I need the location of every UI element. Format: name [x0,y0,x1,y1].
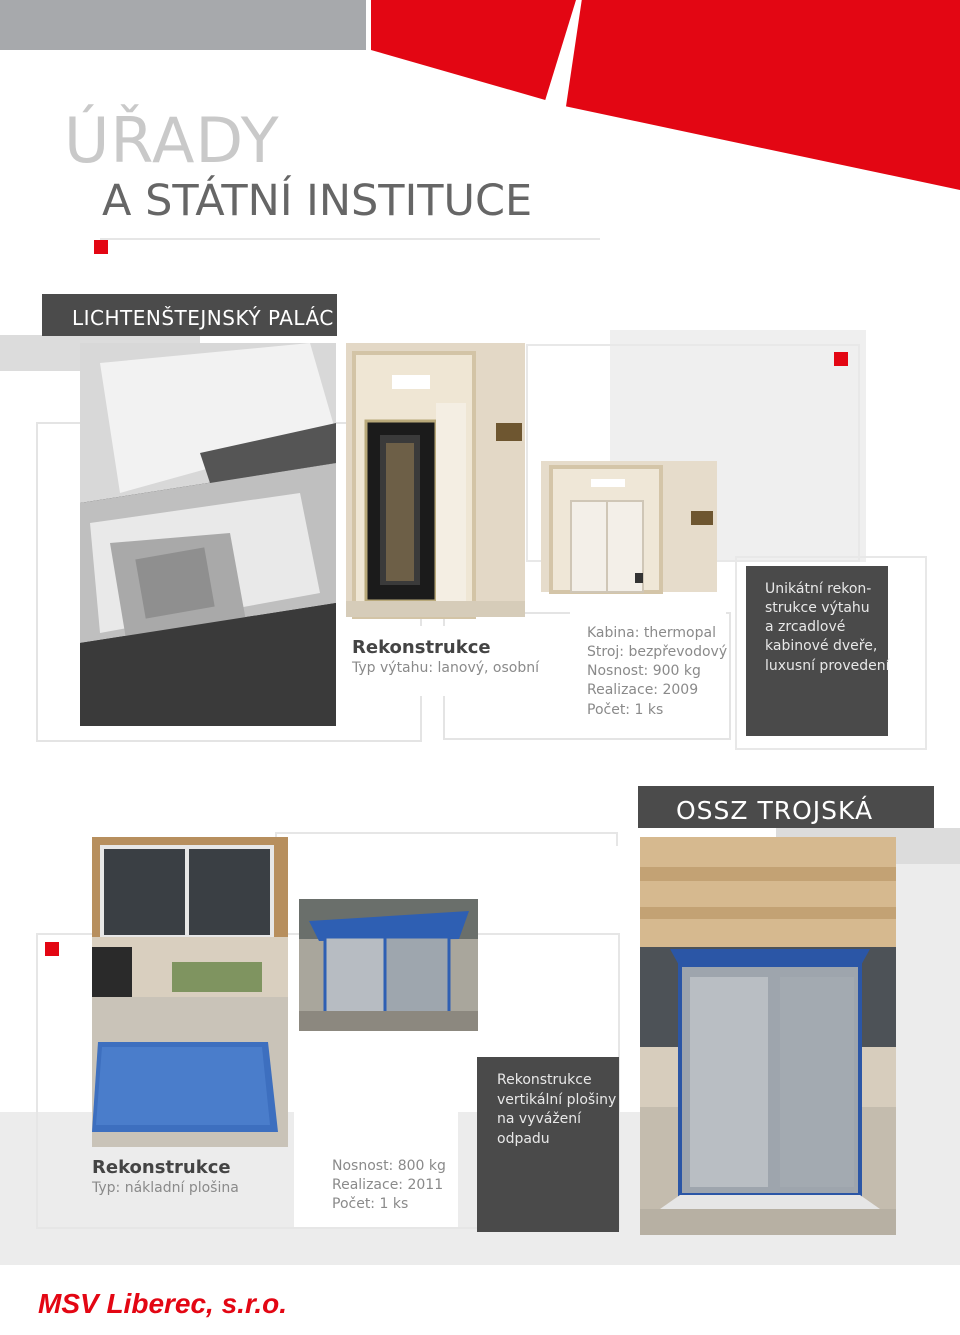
section2-note-line1: Rekonstrukce [497,1072,592,1088]
section2-spec-count: Počet: 1 ks [332,1196,409,1212]
section1-spec-cabin: Kabina: thermopal [587,625,716,641]
section1-spec-capacity: Nosnost: 900 kg [587,663,701,679]
section1-note-line5: luxusní provedení [765,658,890,674]
section2-header [638,786,934,828]
section1-spec-count: Počet: 1 ks [587,702,664,718]
red-square-marker-2 [834,352,848,366]
photo-elevator-door-open [346,343,525,617]
top-red-stripe-right [566,0,960,190]
company-logo [38,1283,287,1323]
section1-title: LICHTENŠTEJNSKÝ PALÁC [72,306,334,330]
top-red-stripe-left [371,0,576,100]
photo-elevator-door-closed [541,461,717,592]
section2-note-line3: na vyvážení [497,1111,582,1127]
section2-type-heading: Rekonstrukce [92,1157,231,1178]
title-divider [100,238,600,240]
section2-type-text: Typ: nákladní plošina [92,1180,239,1196]
section2-spec-capacity: Nosnost: 800 kg [332,1158,446,1174]
section2-spec-year: Realizace: 2011 [332,1177,444,1193]
section1-note-line3: a zrcadlové [765,619,846,635]
section2-note-line4: odpadu [497,1131,550,1147]
red-square-marker [94,240,108,254]
section1-note-line2: strukce výtahu [765,600,870,616]
section2-note-line2: vertikální plošiny [497,1092,617,1108]
page-title-line2: A STÁTNÍ INSTITUCE [102,176,533,226]
photo-cage-platform-large [640,837,896,1235]
top-gray-stripe [0,0,366,50]
section1-header [42,294,337,336]
section1-spec-year: Realizace: 2009 [587,682,699,698]
section1-note-line4: kabinové dveře, [765,638,878,654]
section1-type-heading: Rekonstrukce [352,637,491,658]
section1-spec-machine: Stroj: bezpřevodový [587,644,728,660]
section1-type-text: Typ výtahu: lanový, osobní [352,660,539,676]
section1-note-line1: Unikátní rekon- [765,581,872,597]
page-title-line1: ÚŘADY [64,104,280,177]
logo-msv-text: MSV Liberec, s.r.o. [38,1288,287,1319]
red-square-marker-3 [45,942,59,956]
photo-cage-platform-small [299,899,478,1031]
photo-cabin-interior [80,343,336,726]
section2-title: OSSZ TROJSKÁ [676,796,874,825]
photo-floor-platform [92,837,288,1147]
section2-frame-top [275,832,618,846]
